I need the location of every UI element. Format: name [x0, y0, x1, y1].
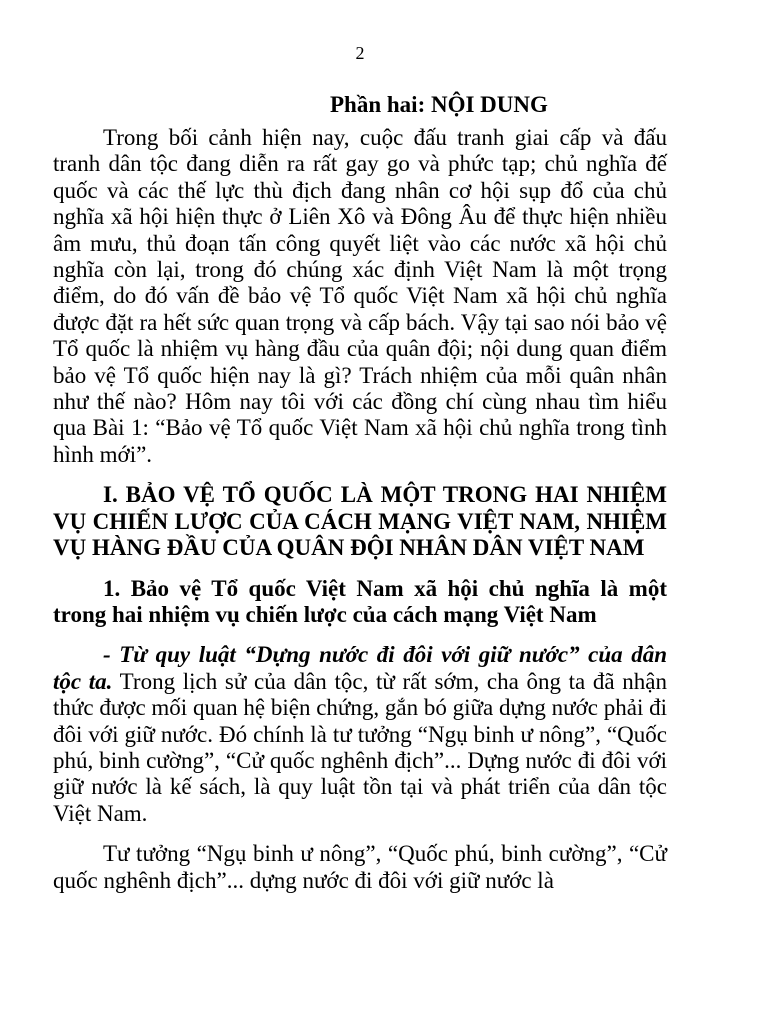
subsection-heading: 1. Bảo vệ Tổ quốc Việt Nam xã hội chủ nghĩa là một trong hai nhiệm vụ chiến lược của cách mạng Việt Nam [53, 575, 667, 627]
intro-paragraph: Trong bối cảnh hiện nay, cuộc đấu tranh giai cấp và đấu tranh dân tộc đang diễn ra rất gay go và phức tạp; chủ nghĩa đế quốc và các thế lực thù địch đang nhân cơ hội sụp đổ của chủ nghĩa xã hội hiện thực ở Liên Xô và Đông Âu để thực hiện nhiều âm mưu, thủ đoạn tấn công quyết liệt vào các nước xã hội chủ nghĩa còn lại, trong đó chúng xác định Việt Nam là một trọng điểm, do đó vấn đề bảo vệ Tổ quốc Việt Nam xã hội chủ nghĩa được đặt ra hết sức quan trọng và cấp bách. Vậy tại sao nói bảo vệ Tổ quốc là nhiệm vụ hàng đầu của quân đội; nội dung quan điểm bảo vệ Tổ quốc hiện nay là gì? Trách nhiệm của mỗi quân nhân như thế nào? Hôm nay tôi với các đồng chí cùng nhau tìm hiểu qua Bài 1: “Bảo vệ Tổ quốc Việt Nam xã hội chủ nghĩa trong tình hình mới”. [53, 125, 667, 467]
page-number: 2 [355, 43, 365, 63]
point-paragraph [53, 642, 667, 827]
point-body: Trong lịch sử của dân tộc, từ rất sớm, cha ông ta đã nhận thức được mối quan hệ biện chứng, gắn bó giữa dựng nước phải đi đôi với giữ nước. Đó chính là tư tưởng “Ngụ binh ư nông”, “Quốc phú, binh cường”, “Cử quốc nghênh địch”... Dựng nước đi đôi với giữ nước là kế sách, là quy luật tồn tại và phát triển của dân tộc Việt Nam. [53, 668, 667, 826]
point-lead-in: - Từ quy luật “Dựng nước đi đôi với giữ nước” của dân tộc ta. [53, 642, 667, 694]
part-title: Phần hai: NỘI DUNG [330, 92, 548, 117]
section-heading: I. BẢO VỆ TỔ QUỐC LÀ MỘT TRONG HAI NHIỆM VỤ CHIẾN LƯỢC CỦA CÁCH MẠNG VIỆT NAM, NHIỆM VỤ HÀNG ĐẦU CỦA QUÂN ĐỘI NHÂN DÂN VIỆT NAM [53, 482, 667, 561]
last-paragraph: Tư tưởng “Ngụ binh ư nông”, “Quốc phú, binh cường”, “Cử quốc nghênh địch”... dựng nước đi đôi với giữ nước là [53, 841, 667, 893]
document-page [53, 40, 667, 894]
